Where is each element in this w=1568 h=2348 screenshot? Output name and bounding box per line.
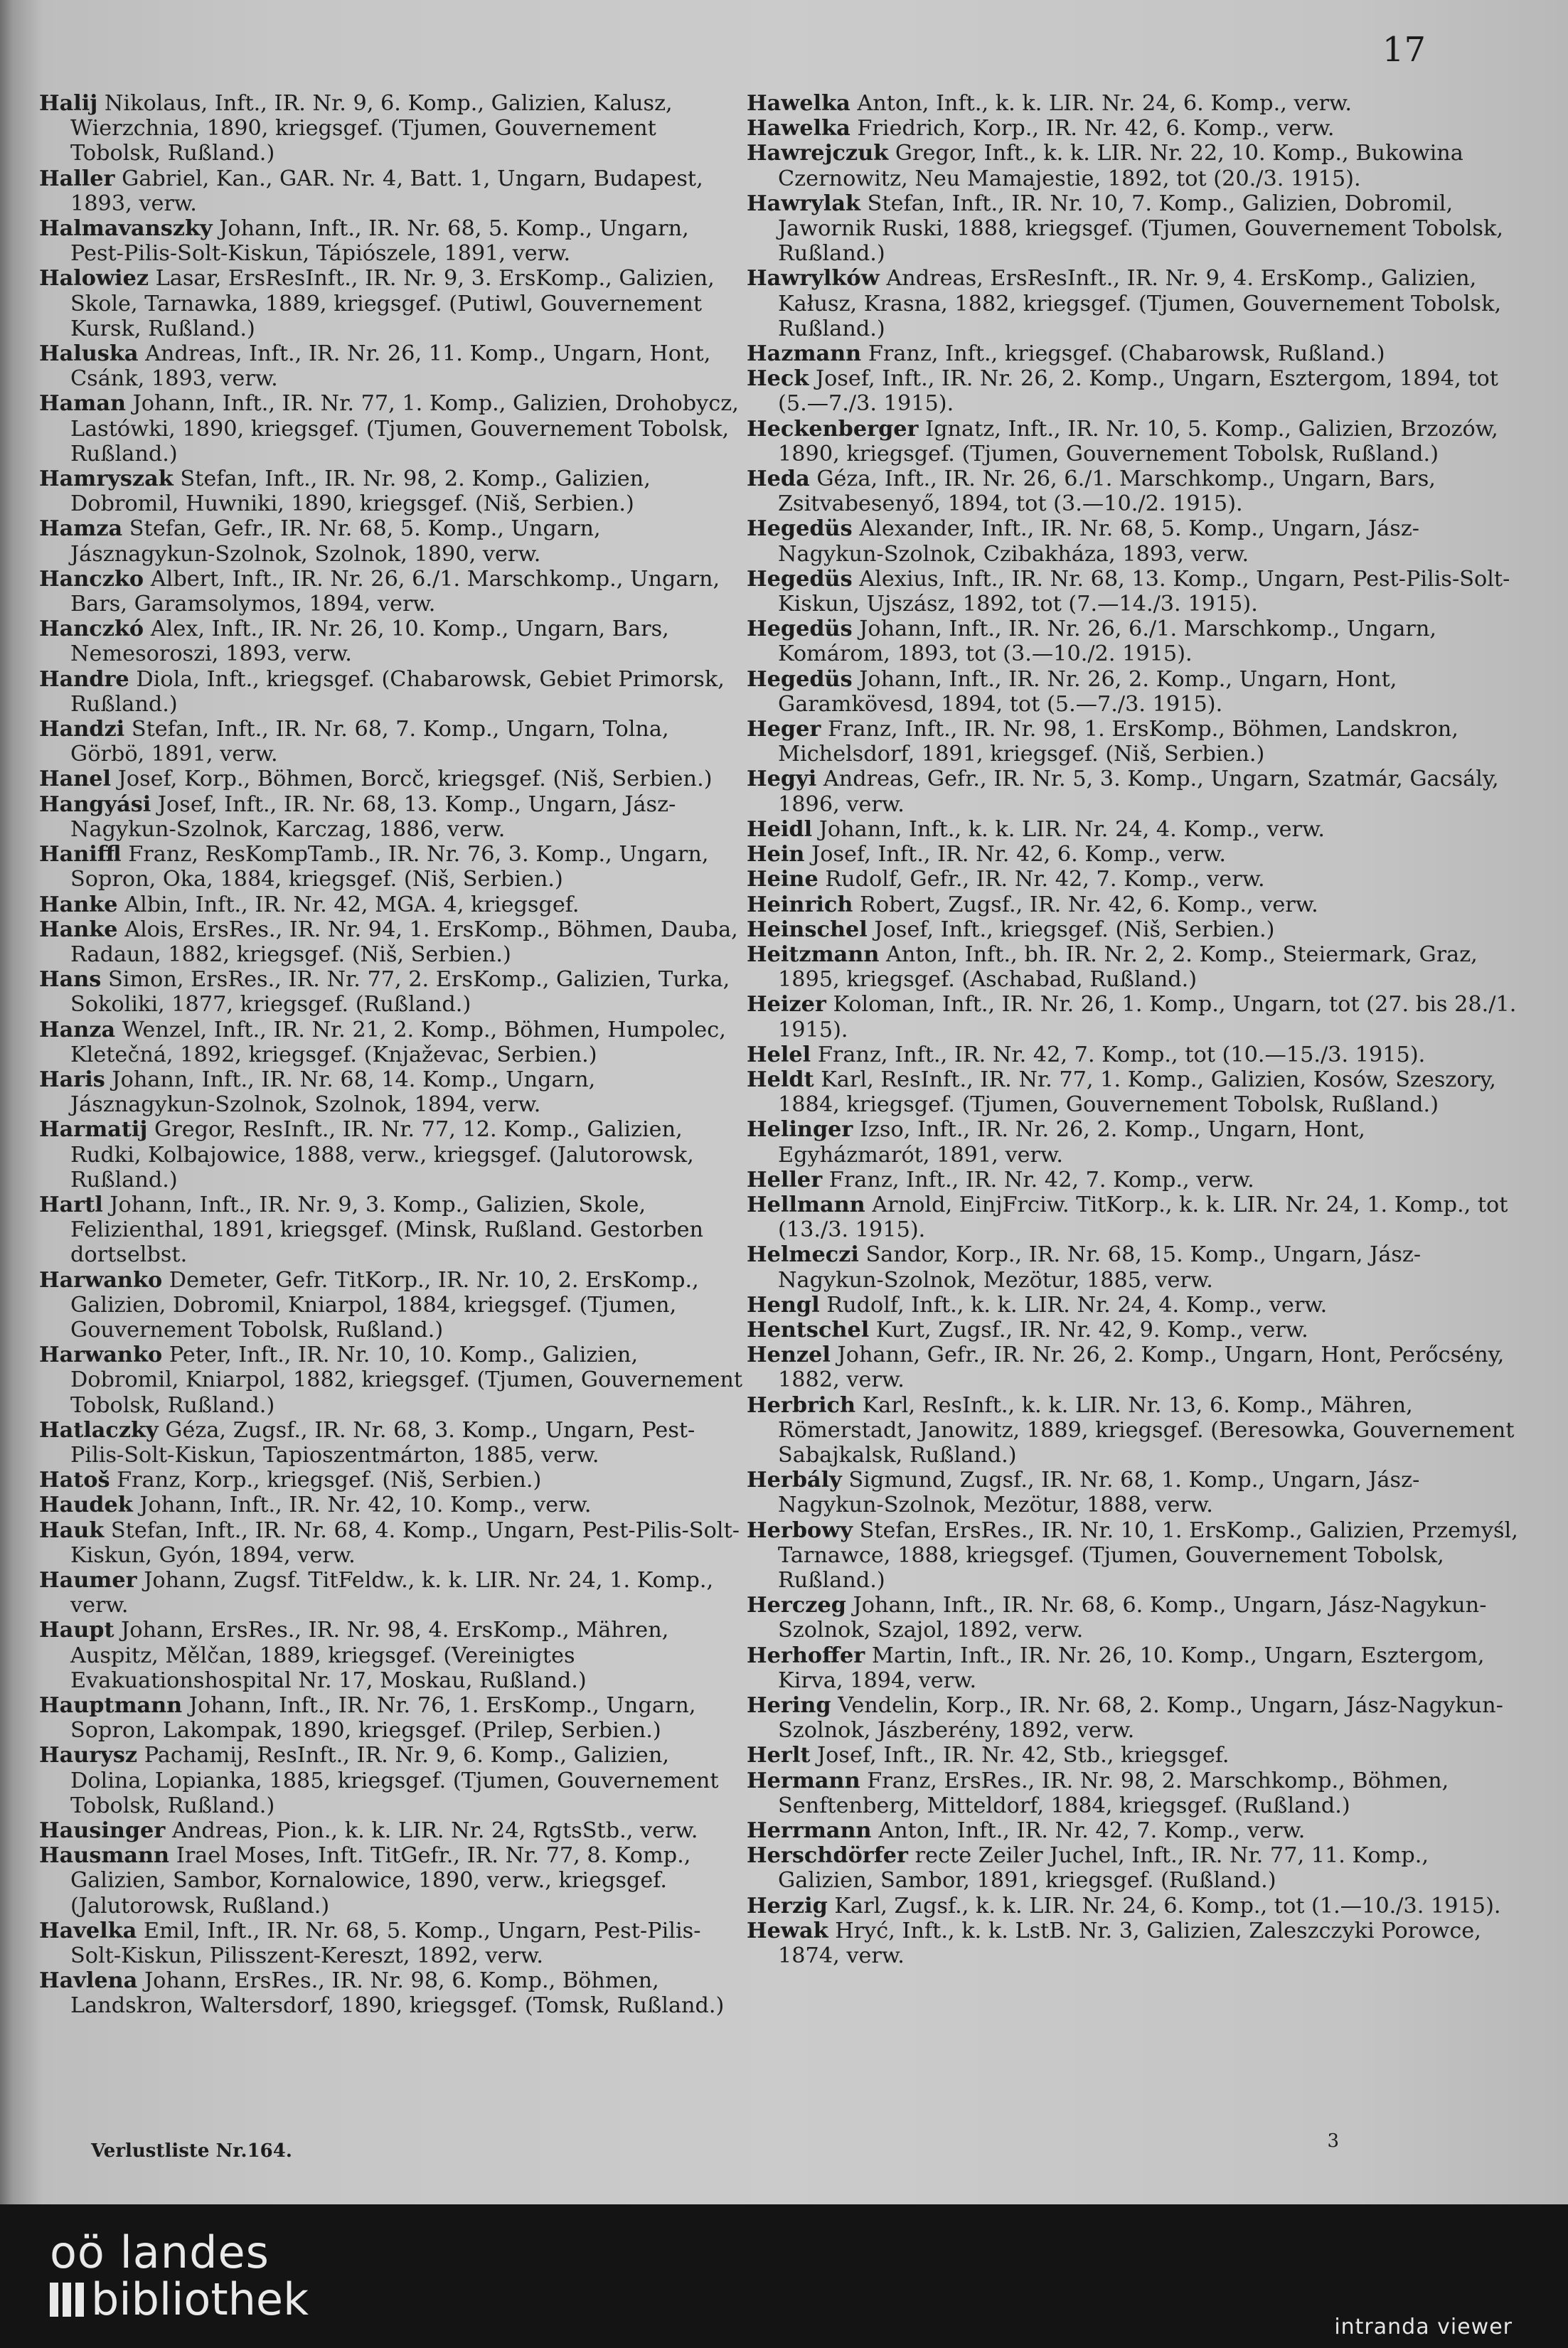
entry-details: Robert, Zugsf., IR. Nr. 42, 6. Komp., verw. [853,892,1318,917]
entry-details: Franz, ErsRes., IR. Nr. 98, 2. Marschkomp., Böhmen, Senftenberg, Mitteldorf, 1884, kriegsgef. (Rußland.) [778,1768,1449,1818]
list-entry [747,1894,1522,1919]
entry-details: Johann, Inft., IR. Nr. 26, 2. Komp., Ungarn, Hont, Garamkövesd, 1894, tot (5.—7./3. 1915). [778,666,1397,717]
list-entry [39,1693,743,1743]
list-entry [39,341,743,391]
entry-surname: Heller [747,1167,823,1192]
list-entry [39,266,743,341]
entry-surname: Hewak [747,1918,828,1943]
entry-details: Gregor, Inft., k. k. LIR. Nr. 22, 10. Komp., Bukowina Czernowitz, Neu Mamajestie, 1892, tot (20./3. 1915). [778,141,1463,191]
entry-details: Anton, Inft., bh. IR. Nr. 2, 2. Komp., Steiermark, Graz, 1895, kriegsgef. (Aschabad, Rußland.) [778,941,1478,993]
entry-surname: Hartl [39,1192,103,1217]
entry-details: Josef, Korp., Böhmen, Borcč, kriegsgef. (Niš, Serbien.) [111,767,713,792]
entry-details: Emil, Inft., IR. Nr. 68, 5. Komp., Ungarn, Pest-Pilis-Solt-Kiskun, Pilisszent-Kereszt, 1892, verw. [70,1918,701,1969]
entry-surname: Harwanko [39,1267,163,1293]
entry-surname: Heidl [747,816,813,842]
entry-details: Johann, Inft., IR. Nr. 76, 1. ErsKomp., Ungarn, Sopron, Lakompak, 1890, kriegsgef. (Prilep, Serbien.) [70,1693,696,1744]
entry-surname: Herbowy [747,1517,853,1543]
entry-details: Vendelin, Korp., IR. Nr. 68, 2. Komp., Ungarn, Jász-Nagykun-Szolnok, Jászberény, 1892, verw. [778,1693,1503,1744]
entry-details: Albert, Inft., IR. Nr. 26, 6./1. Marschkomp., Ungarn, Bars, Garamsolymos, 1894, verw. [70,566,720,617]
entry-details: Andreas, Pion., k. k. LIR. Nr. 24, RgtsStb., verw. [165,1818,698,1844]
list-entry [747,417,1522,466]
list-entry [747,1318,1522,1343]
entry-details: Demeter, Gefr. TitKorp., IR. Nr. 10, 2. ErsKomp., Galizien, Dobromil, Kniarpol, 1884, kriegsgef. (Tjumen, Gouvernement Tobolsk, Rußland.) [70,1267,699,1343]
entry-details: Josef, Inft., kriegsgef. (Niš, Serbien.) [867,917,1275,942]
signature-mark: 3 [1327,2130,1339,2152]
list-entry [747,516,1522,566]
entry-surname: Hanczko [39,566,144,592]
list-entry [747,1168,1522,1192]
entry-surname: Herschdörfer [747,1843,909,1869]
entry-details: Wenzel, Inft., IR. Nr. 21, 2. Komp., Böhmen, Humpolec, Kletečná, 1892, kriegsgef. (Knjaževac, Serbien.) [70,1017,726,1067]
entry-surname: Hentschel [747,1317,870,1343]
entry-surname: Hanke [39,917,118,942]
entry-details: Pachamij, ResInft., IR. Nr. 9, 6. Komp., Galizien, Dolina, Lopianka, 1885, kriegsgef. (Tjumen, Gouvernement Tobolsk, Rußland.) [70,1743,719,1818]
list-entry [747,892,1522,917]
entry-surname: Hegedüs [747,566,853,592]
entry-surname: Haman [39,391,126,417]
issue-footer: Verlustliste Nr.164. [91,2140,292,2162]
logo-line-1: oö landes [50,2226,270,2278]
entry-details: Stefan, Inft., IR. Nr. 10, 7. Komp., Galizien, Dobromil, Jawornik Ruski, 1888, kriegsgef. (Tjumen, Gouvernement Tobolsk, Rußland.) [778,191,1503,267]
entry-details: Johann, Inft., IR. Nr. 68, 6. Komp., Ungarn, Jász-Nagykun-Szolnok, Szajol, 1892, verw. [778,1593,1487,1643]
list-entry [747,1393,1522,1468]
list-entry [747,1843,1522,1893]
entry-surname: Hawelka [747,116,850,142]
list-entry [747,1242,1522,1292]
left-column [39,91,743,2019]
list-entry [747,141,1522,191]
entry-details: Nikolaus, Inft., IR. Nr. 9, 6. Komp., Galizien, Kalusz, Wierzchnia, 1890, kriegsgef. (Tjumen, Gouvernement Tobolsk, Rußland.) [70,91,673,166]
viewer-brand[interactable]: intranda viewer [1334,2315,1513,2339]
entry-details: Johann, Gefr., IR. Nr. 26, 2. Komp., Ungarn, Hont, Perőcsény, 1882, verw. [778,1343,1505,1393]
entry-details: Josef, Inft., IR. Nr. 68, 13. Komp., Ungarn, Jász-Nagykun-Szolnok, Karczag, 1886, verw. [70,791,676,842]
entry-surname: Heck [747,366,809,392]
list-entry [39,1067,743,1117]
list-entry [747,942,1522,992]
list-entry [747,1518,1522,1594]
entry-surname: Heda [747,466,810,492]
entry-details: Diola, Inft., kriegsgef. (Chabarowsk, Gebiet Primorsk, Rußland.) [70,666,725,717]
entry-surname: Halowiez [39,266,149,292]
entry-details: Stefan, Inft., IR. Nr. 68, 4. Komp., Ungarn, Pest-Pilis-Solt-Kiskun, Gyón, 1894, verw. [70,1517,740,1568]
entry-details: Koloman, Inft., IR. Nr. 26, 1. Komp., Ungarn, tot (27. bis 28./1. 1915). [778,992,1517,1042]
entry-details: Stefan, Inft., IR. Nr. 98, 2. Komp., Galizien, Dobromil, Huwniki, 1890, kriegsgef. (Niš, Serbien.) [70,466,651,517]
entry-details: Simon, ErsRes., IR. Nr. 77, 2. ErsKomp., Galizien, Turka, Sokoliki, 1877, kriegsgef. (Rußland.) [70,967,730,1018]
list-entry [747,867,1522,892]
entry-surname: Hazmann [747,341,862,367]
entry-surname: Hanczkó [39,617,144,642]
entry-surname: Hamryszak [39,466,174,492]
list-entry [39,1568,743,1618]
entry-details: Alexander, Inft., IR. Nr. 68, 5. Komp., Ungarn, Jász-Nagykun-Szolnok, Czibakháza, 1893, verw. [778,516,1420,567]
list-entry [747,917,1522,942]
entry-surname: Hatlaczky [39,1417,159,1443]
entry-details: Franz, Inft., kriegsgef. (Chabarowsk, Rußland.) [861,341,1385,367]
list-entry [747,667,1522,717]
entry-surname: Harwanko [39,1343,163,1368]
entry-details: Karl, ResInft., k. k. LIR. Nr. 13, 6. Komp., Mähren, Römerstadt, Janowitz, 1889, kriegsgef. (Beresowka, Gouvernement Sabajkalsk, Rußland.) [778,1392,1515,1468]
entry-surname: Hein [747,842,805,868]
entry-details: Peter, Inft., IR. Nr. 10, 10. Komp., Galizien, Dobromil, Kniarpol, 1882, kriegsgef. (Tjumen, Gouvernement Tobolsk, Rußland.) [70,1343,743,1418]
entry-details: Ignatz, Inft., IR. Nr. 10, 5. Komp., Galizien, Brzozów, 1890, kriegsgef. (Tjumen, Gouvernement Tobolsk, Rußland.) [778,416,1498,466]
entry-surname: Heinschel [747,917,868,942]
list-entry [39,617,743,666]
entry-surname: Heine [747,867,818,892]
entry-surname: Herhoffer [747,1643,865,1668]
entry-surname: Hengl [747,1292,820,1318]
entry-surname: Herzig [747,1893,828,1919]
entry-details: Johann, Inft., IR. Nr. 68, 14. Komp., Ungarn, Jásznagykun-Szolnok, Szolnok, 1894, verw. [70,1067,596,1118]
list-entry [39,1192,743,1268]
entry-details: Gabriel, Kan., GAR. Nr. 4, Batt. 1, Ungarn, Budapest, 1893, verw. [70,166,703,216]
entry-surname: Harmatij [39,1117,148,1143]
entry-details: Josef, Inft., IR. Nr. 26, 2. Komp., Ungarn, Esztergom, 1894, tot (5.—7./3. 1915). [778,366,1498,417]
entry-details: Andreas, Inft., IR. Nr. 26, 11. Komp., Ungarn, Hont, Csánk, 1893, verw. [70,341,711,392]
entry-details: Johann, Zugsf. TitFeldw., k. k. LIR. Nr. 24, 1. Komp., verw. [70,1567,714,1618]
entry-surname: Haumer [39,1567,137,1593]
entry-surname: Hamza [39,516,123,542]
list-entry [747,1768,1522,1818]
entry-details: Franz, Inft., IR. Nr. 42, 7. Komp., tot (10.—15./3. 1915). [811,1042,1426,1067]
list-entry [747,767,1522,816]
entry-details: Anton, Inft., IR. Nr. 42, 7. Komp., verw. [871,1818,1306,1844]
list-entry [39,1343,743,1418]
logo-line-2: bibliothek [91,2273,309,2325]
right-column [747,91,1522,1968]
list-entry [747,842,1522,867]
entry-surname: Hellmann [747,1192,865,1217]
list-entry [39,1843,743,1919]
entry-surname: Haurysz [39,1743,138,1768]
entry-surname: Herbrich [747,1392,855,1418]
entry-surname: Hatoš [39,1468,110,1493]
entry-details: Franz, Inft., IR. Nr. 42, 7. Komp., verw. [822,1167,1254,1192]
entry-details: Franz, ResKompTamb., IR. Nr. 76, 3. Komp., Ungarn, Sopron, Oka, 1884, kriegsgef. (Niš, Serbien.) [70,842,709,892]
entry-surname: Hawelka [747,91,850,116]
list-entry [39,91,743,166]
entry-details: Josef, Inft., IR. Nr. 42, 6. Komp., verw. [804,842,1226,868]
entry-surname: Hegedüs [747,666,853,692]
list-entry [747,1743,1522,1768]
list-entry [747,1919,1522,1968]
list-entry [39,717,743,767]
entry-details: Alexius, Inft., IR. Nr. 68, 13. Komp., Ungarn, Pest-Pilis-Solt-Kiskun, Ujszász, 1892, tot (7.—14./3. 1915). [778,566,1510,617]
list-entry [39,967,743,1017]
list-entry [39,1618,743,1693]
list-entry [39,1268,743,1343]
list-entry [39,166,743,216]
entry-surname: Herrmann [747,1818,872,1844]
list-entry [747,1192,1522,1242]
entry-details: Johann, Inft., IR. Nr. 68, 5. Komp., Ungarn, Pest-Pilis-Solt-Kiskun, Tápiószele, 1891, verw. [70,216,689,267]
list-entry [747,617,1522,666]
entry-surname: Henzel [747,1343,831,1368]
list-entry [747,1117,1522,1167]
entry-surname: Herlt [747,1743,811,1768]
logo-line-2-wrap [50,2273,309,2325]
list-entry [747,341,1522,366]
entry-details: Johann, Inft., IR. Nr. 77, 1. Komp., Galizien, Drohobycz, Lastówki, 1890, kriegsgef. (Tjumen, Gouvernement Tobolsk, Rußland.) [70,391,739,466]
entry-details: Kurt, Zugsf., IR. Nr. 42, 9. Komp., verw. [869,1317,1308,1343]
entry-details: Stefan, ErsRes., IR. Nr. 10, 1. ErsKomp., Galizien, Przemyśl, Tarnawce, 1888, kriegsgef. (Tjumen, Gouvernement Tobolsk, Rußland.) [778,1517,1518,1593]
entry-surname: Heitzmann [747,941,880,967]
entry-details: Rudolf, Inft., k. k. LIR. Nr. 24, 4. Komp., verw. [819,1292,1328,1318]
list-entry [39,1743,743,1818]
entry-details: Karl, ResInft., IR. Nr. 77, 1. Komp., Galizien, Kosów, Szeszory, 1884, kriegsgef. (Tjumen, Gouvernement Tobolsk, Rußland.) [778,1067,1496,1118]
entry-surname: Hauk [39,1517,105,1543]
list-entry [39,792,743,842]
entry-surname: Hangyási [39,791,151,817]
entry-surname: Heldt [747,1067,814,1092]
entry-surname: Herbály [747,1468,842,1493]
entry-details: Arnold, EinjFrciw. TitKorp., k. k. LIR. Nr. 24, 1. Komp., tot (13./3. 1915). [778,1192,1508,1243]
entry-surname: Halmavanszky [39,216,213,242]
entry-surname: Hawrylków [747,266,880,292]
entry-surname: Heizer [747,992,826,1018]
entry-surname: Heinrich [747,892,853,917]
entry-details: Johann, Inft., IR. Nr. 42, 10. Komp., verw. [132,1493,592,1518]
list-entry [39,667,743,717]
entry-details: Josef, Inft., IR. Nr. 42, Stb., kriegsgef. [810,1743,1230,1768]
entry-surname: Hawrejczuk [747,141,889,166]
entry-details: Lasar, ErsResInft., IR. Nr. 9, 3. ErsKomp., Galizien, Skole, Tarnawka, 1889, kriegsgef. (Putiwl, Gouvernement Kursk, Rußland.) [70,266,715,341]
entry-surname: Hanza [39,1017,116,1042]
entry-details: Andreas, Gefr., IR. Nr. 5, 3. Komp., Ungarn, Szatmár, Gacsály, 1896, verw. [778,767,1499,817]
entry-details: Alex, Inft., IR. Nr. 26, 10. Komp., Ungarn, Bars, Nemesoroszi, 1893, verw. [70,617,669,667]
list-entry [39,767,743,791]
entry-surname: Hegedüs [747,617,853,642]
entry-surname: Haris [39,1067,105,1092]
list-entry [39,391,743,466]
entry-surname: Heger [747,717,821,742]
entry-details: Johann, Inft., IR. Nr. 26, 6./1. Marschkomp., Ungarn, Komárom, 1893, tot (3.—10./2. 1915). [778,617,1437,667]
list-entry [39,842,743,892]
list-entry [39,567,743,617]
entry-details: Irael Moses, Inft. TitGefr., IR. Nr. 77, 8. Komp., Galizien, Sambor, Kornalowice, 1890, verw., kriegsgef. (Jalutorowsk, Rußland.) [70,1843,691,1919]
list-entry [39,917,743,967]
list-entry [747,466,1522,516]
logo-bars-icon [50,2283,84,2317]
entry-surname: Havelka [39,1918,137,1943]
entry-details: Rudolf, Gefr., IR. Nr. 42, 7. Komp., verw. [818,867,1265,892]
entry-surname: Hermann [747,1768,860,1793]
entry-surname: Haniffl [39,842,122,868]
entry-surname: Hausinger [39,1818,166,1844]
entry-surname: Haupt [39,1618,114,1643]
entry-surname: Hering [747,1693,831,1718]
list-entry [747,567,1522,617]
entry-surname: Helinger [747,1117,853,1143]
entry-surname: Hans [39,967,102,993]
list-entry [39,516,743,566]
entry-details: Johann, ErsRes., IR. Nr. 98, 4. ErsKomp., Mähren, Auspitz, Mělčan, 1889, kriegsgef. (Vereinigtes Evakuationshospital Nr. 17, Moskau, Rußland.) [70,1618,669,1693]
entry-details: Gregor, ResInft., IR. Nr. 77, 12. Komp., Galizien, Rudki, Kolbajowice, 1888, verw., kriegsgef. (Jalutorowsk, Rußland.) [70,1117,694,1192]
entry-surname: Haller [39,166,115,191]
entry-details: Karl, Zugsf., k. k. LIR. Nr. 24, 6. Komp., tot (1.—10./3. 1915). [827,1893,1501,1919]
entry-details: Stefan, Gefr., IR. Nr. 68, 5. Komp., Ungarn, Jásznagykun-Szolnok, Szolnok, 1890, verw. [70,516,601,567]
entry-surname: Heckenberger [747,416,919,442]
entry-details: Franz, Korp., kriegsgef. (Niš, Serbien.) [110,1468,542,1493]
list-entry [747,1042,1522,1067]
list-entry [39,1468,743,1493]
list-entry [747,1643,1522,1693]
list-entry [747,992,1522,1042]
entry-surname: Helmeczi [747,1242,859,1268]
entry-details: Andreas, ErsResInft., IR. Nr. 9, 4. ErsKomp., Galizien, Kałusz, Krasna, 1882, kriegsgef. (Tjumen, Gouvernement Tobolsk, Rußland.) [778,266,1502,341]
entry-details: Géza, Inft., IR. Nr. 26, 6./1. Marschkomp., Ungarn, Bars, Zsitvabesenyő, 1894, tot (3.—10./2. 1915). [778,466,1436,517]
entry-surname: Hauptmann [39,1693,183,1718]
list-entry [747,717,1522,767]
list-entry [39,1518,743,1568]
list-entry [747,1693,1522,1743]
entry-details: Anton, Inft., k. k. LIR. Nr. 24, 6. Komp., verw. [850,91,1352,116]
entry-details: Izso, Inft., IR. Nr. 26, 2. Komp., Ungarn, Hont, Egyházmarót, 1891, verw. [778,1117,1365,1168]
entry-surname: Haudek [39,1493,133,1518]
list-entry [747,1067,1522,1117]
entry-details: Sandor, Korp., IR. Nr. 68, 15. Komp., Ungarn, Jász-Nagykun-Szolnok, Mezötur, 1885, verw. [778,1242,1422,1293]
entry-surname: Hawrylak [747,191,861,216]
entry-surname: Hanke [39,892,118,917]
entry-details: Johann, Inft., k. k. LIR. Nr. 24, 4. Komp., verw. [812,816,1325,842]
entry-surname: Hausmann [39,1843,170,1869]
entry-surname: Handzi [39,717,125,742]
entry-details: recte Zeiler Juchel, Inft., IR. Nr. 77, 11. Komp., Galizien, Sambor, 1891, kriegsgef. (Rußland.) [778,1843,1429,1894]
list-entry [747,1593,1522,1643]
list-entry [39,466,743,516]
entry-surname: Havlena [39,1968,138,1994]
list-entry [747,817,1522,842]
list-entry [39,1493,743,1517]
list-entry [747,1293,1522,1318]
list-entry [747,91,1522,116]
list-entry [39,1919,743,1968]
list-entry [747,191,1522,267]
entry-surname: Hanel [39,767,112,792]
list-entry [747,266,1522,341]
list-entry [39,1117,743,1192]
entry-details: Franz, Inft., IR. Nr. 98, 1. ErsKomp., Böhmen, Landskron, Michelsdorf, 1891, kriegsgef. (Niš, Serbien.) [778,717,1458,767]
library-logo[interactable] [50,2226,309,2325]
entry-surname: Helel [747,1042,811,1067]
entry-surname: Hegedüs [747,516,853,542]
entry-details: Albin, Inft., IR. Nr. 42, MGA. 4, kriegsgef. [117,892,580,917]
entry-details: Johann, Inft., IR. Nr. 9, 3. Komp., Galizien, Skole, Felizienthal, 1891, kriegsgef. (Minsk, Rußland. Gestorben dortselbst. [70,1192,704,1268]
list-entry [39,892,743,917]
list-entry [39,216,743,266]
list-entry [747,1468,1522,1517]
entry-details: Johann, ErsRes., IR. Nr. 98, 6. Komp., Böhmen, Landskron, Waltersdorf, 1890, kriegsgef. (Tomsk, Rußland.) [70,1968,725,2019]
list-entry [39,1968,743,2018]
entry-surname: Hegyi [747,767,817,792]
entry-details: Géza, Zugsf., IR. Nr. 68, 3. Komp., Ungarn, Pest-Pilis-Solt-Kiskun, Tapioszentmárton, 1885, verw. [70,1417,695,1468]
list-entry [747,1818,1522,1843]
list-entry [39,1018,743,1067]
page-number: 17 [1382,30,1426,70]
entry-details: Stefan, Inft., IR. Nr. 68, 7. Komp., Ungarn, Tolna, Görbö, 1891, verw. [70,717,669,767]
entry-surname: Herczeg [747,1593,846,1618]
entry-surname: Handre [39,666,129,692]
entry-details: Friedrich, Korp., IR. Nr. 42, 6. Komp., verw. [850,116,1335,142]
list-entry [747,116,1522,141]
list-entry [39,1818,743,1843]
entry-surname: Halij [39,91,98,116]
entry-details: Alois, ErsRes., IR. Nr. 94, 1. ErsKomp., Böhmen, Dauba, Radaun, 1882, kriegsgef. (Niš, Serbien.) [70,917,738,967]
list-entry [747,366,1522,416]
entry-details: Martin, Inft., IR. Nr. 26, 10. Komp., Ungarn, Esztergom, Kirva, 1894, verw. [778,1643,1485,1693]
list-entry [747,1343,1522,1392]
list-entry [39,1418,743,1468]
entry-details: Hryć, Inft., k. k. LstB. Nr. 3, Galizien, Zaleszczyki Porowce, 1874, verw. [778,1918,1481,1969]
entry-surname: Haluska [39,341,139,367]
entry-details: Sigmund, Zugsf., IR. Nr. 68, 1. Komp., Ungarn, Jász-Nagykun-Szolnok, Mezötur, 1888, verw. [778,1468,1420,1518]
